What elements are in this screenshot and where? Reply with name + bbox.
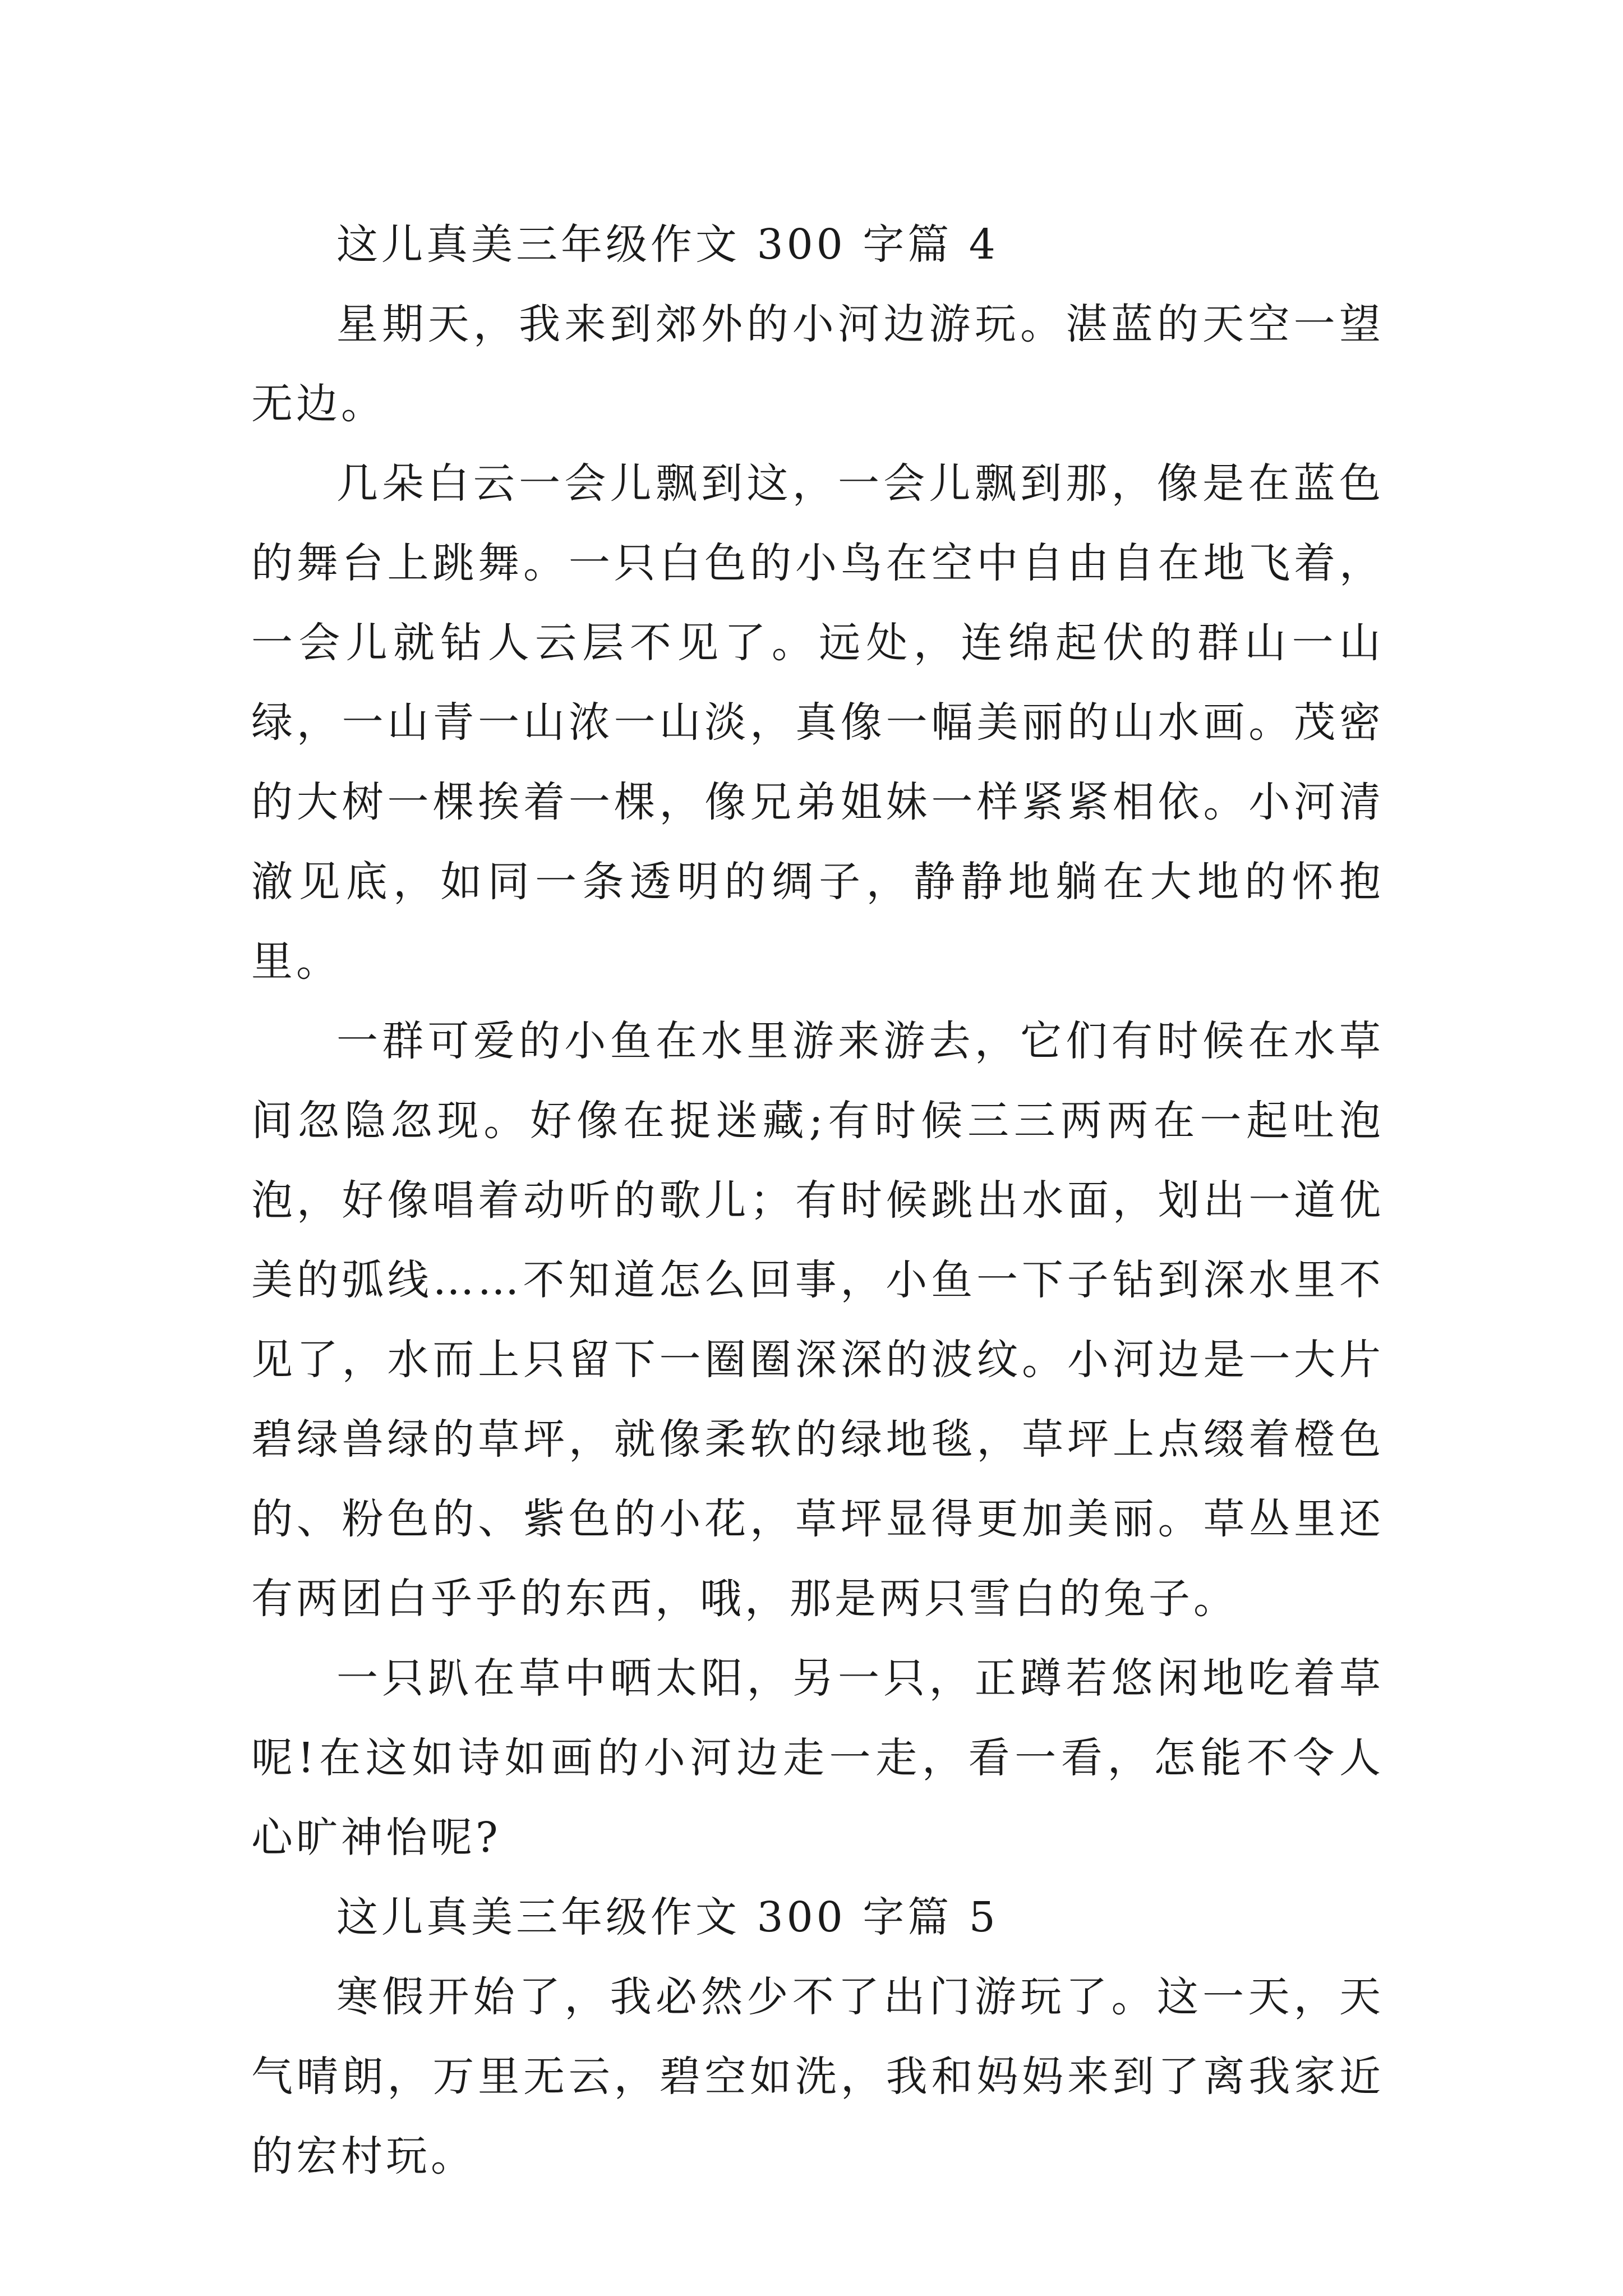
section-heading: 这儿真美三年级作文 300 字篇 5 <box>336 1893 999 1941</box>
paragraph: 星期天，我来到郊外的小河边游玩。湛蓝的天空一望无边。 <box>251 300 1384 428</box>
section-heading: 这儿真美三年级作文 300 字篇 4 <box>336 220 999 269</box>
paragraph: 一只趴在草中晒太阳，另一只，正蹲若悠闲地吃着草呢!在这如诗如画的小河边走一走，看一看，怎能不令人心旷神怡呢? <box>251 1654 1384 1862</box>
paragraph: 一群可爱的小鱼在水里游来游去，它们有时候在水草间忽隐忽现。好像在捉迷藏;有时候三三两两在一起吐泡泡，好像唱着动听的歌儿；有时候跳出水面，划出一道优美的弧线……不知道怎么回事，小鱼一下子钻到深水里不见了，水而上只留下一圈圈深深的波纹。小河边是一大片碧绿兽绿的草坪，就像柔软的绿地毯，草坪上点缀着橙色的、粉色的、紫色的小花，草坪显得更加美丽。草丛里还有两团白乎乎的东西，哦，那是两只雪白的兔子。 <box>251 1017 1384 1623</box>
document-body <box>251 205 1384 2196</box>
paragraph: 寒假开始了，我必然少不了出门游玩了。这一天，天气晴朗，万里无云，碧空如洗，我和妈妈来到了离我家近的宏村玩。 <box>251 1973 1384 2180</box>
paragraph: 几朵白云一会儿飘到这，一会儿飘到那，像是在蓝色的舞台上跳舞。一只白色的小鸟在空中自由自在地飞着，一会儿就钻人云层不见了。远处，连绵起伏的群山一山绿，一山青一山浓一山淡，真像一幅美丽的山水画。茂密的大树一棵挨着一棵，像兄弟姐妹一样紧紧相依。小河清澈见底，如同一条透明的绸子，静静地躺在大地的怀抱里。 <box>251 459 1384 986</box>
